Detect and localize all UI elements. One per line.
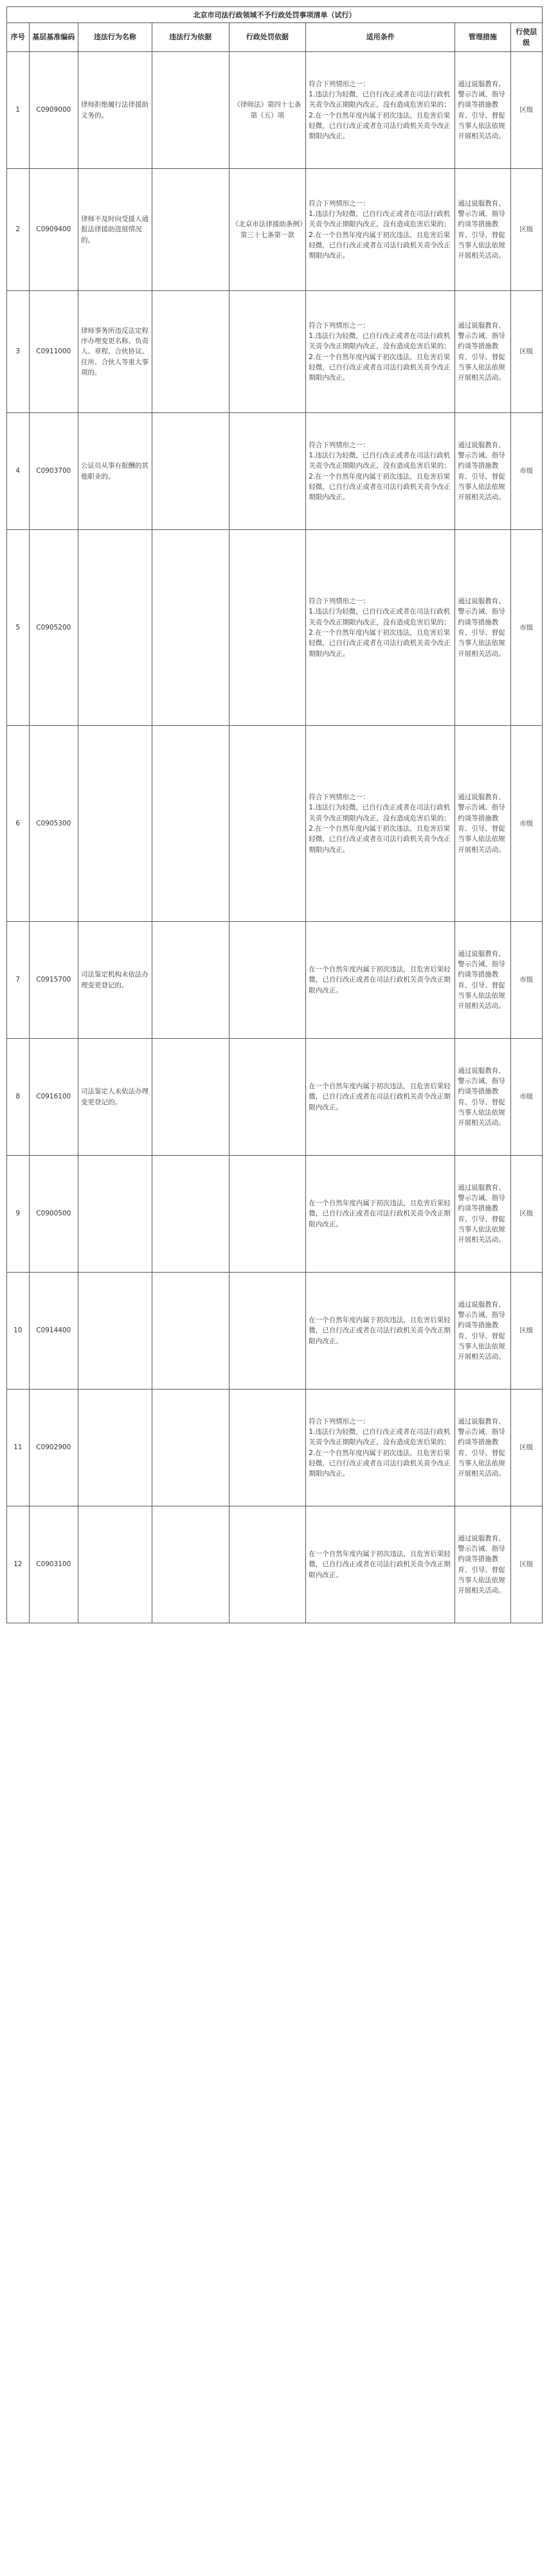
cell-act	[78, 1506, 152, 1623]
cell-act: 公证员从事有报酬的其他职业的。	[78, 413, 152, 530]
cell-basis	[152, 1273, 229, 1389]
cell-cond	[306, 413, 455, 530]
cell-cond	[306, 1039, 455, 1156]
cond-line: 1.违法行为轻微，已自行改正或者在司法行政机关责令改正期限内改正，没有造成危害后果的；	[309, 90, 451, 109]
table-row	[7, 1506, 543, 1623]
cell-no: 2	[7, 169, 30, 291]
cell-code: C0911000	[29, 291, 78, 413]
header-penal: 行政处罚依据	[229, 23, 306, 52]
cond-line: 在一个自然年度内属于初次违法，且危害后果轻微，已自行改正或者在司法行政机关责令改正期限内改正。	[309, 1550, 451, 1579]
cond-line: 2.在一个自然年度内属于初次违法，且危害后果轻微，已自行改正或者在司法行政机关责令改正期限内改正。	[309, 111, 451, 141]
cell-cond	[306, 1273, 455, 1389]
cell-penal	[229, 291, 306, 413]
cell-level: 区级	[510, 1273, 542, 1389]
cell-basis	[152, 1156, 229, 1273]
table-row	[7, 1156, 543, 1273]
header-code: 基层基准编码	[29, 23, 78, 52]
cell-level: 区级	[510, 1506, 542, 1623]
cond-line: 2.在一个自然年度内属于初次违法，且危害后果轻微，已自行改正或者在司法行政机关责令改正期限内改正。	[309, 472, 451, 502]
cond-line: 2.在一个自然年度内属于初次违法，且危害后果轻微，已自行改正或者在司法行政机关责令改正期限内改正。	[309, 353, 451, 382]
cell-level: 市级	[510, 1039, 542, 1156]
cell-penal	[229, 726, 306, 922]
cell-code: C0905300	[29, 726, 78, 922]
header-act: 违法行为名称	[78, 23, 152, 52]
cell-level: 市级	[510, 922, 542, 1039]
table-row	[7, 291, 543, 413]
cell-basis	[152, 726, 229, 922]
cell-cond	[306, 169, 455, 291]
cond-line: 1.违法行为轻微，已自行改正或者在司法行政机关责令改正期限内改正，没有造成危害后果的；	[309, 331, 451, 351]
header-measure: 管理措施	[455, 23, 510, 52]
table-row	[7, 1039, 543, 1156]
cell-level: 区级	[510, 1389, 542, 1506]
cell-act: 律师事务所违反法定程序办理变更名称、负责人、章程、合伙协议、住所、合伙人等重大事项的。	[78, 291, 152, 413]
table-row	[7, 1273, 543, 1389]
document-page	[6, 6, 543, 1623]
table-row	[7, 726, 543, 922]
cond-line: 符合下列情形之一：	[309, 199, 370, 207]
cell-no: 12	[7, 1506, 30, 1623]
cell-code: C0909400	[29, 169, 78, 291]
table-row	[7, 1389, 543, 1506]
cell-act: 律师不及时向受援人通报法律援助进展情况的。	[78, 169, 152, 291]
cell-measure: 通过说服教育、警示告诫、指导约谈等措施教育、引导、督促当事人依法依规开展相关活动。	[455, 52, 510, 169]
cond-line: 1.违法行为轻微，已自行改正或者在司法行政机关责令改正期限内改正，没有造成危害后果的；	[309, 608, 451, 626]
cell-no: 6	[7, 726, 30, 922]
cell-penal	[229, 1273, 306, 1389]
cell-measure: 通过说服教育、警示告诫、指导约谈等措施教育、引导、督促当事人依法依规开展相关活动。	[455, 1273, 510, 1389]
header-no: 序号	[7, 23, 30, 52]
cond-line: 2.在一个自然年度内属于初次违法，且危害后果轻微，已自行改正或者在司法行政机关责令改正期限内改正。	[309, 1449, 451, 1478]
cell-basis	[152, 1389, 229, 1506]
cell-basis	[152, 52, 229, 169]
table-row	[7, 52, 543, 169]
cell-code: C0903100	[29, 1506, 78, 1623]
cond-line: 符合下列情形之一：	[309, 793, 370, 802]
cond-line: 符合下列情形之一：	[309, 1417, 370, 1425]
cond-line: 在一个自然年度内属于初次违法，且危害后果轻微，已自行改正或者在司法行政机关责令改正期限内改正。	[309, 1316, 451, 1345]
cell-cond	[306, 1156, 455, 1273]
cell-cond	[306, 726, 455, 922]
cell-basis	[152, 1039, 229, 1156]
cell-level: 区级	[510, 291, 542, 413]
cell-no: 1	[7, 52, 30, 169]
cell-level: 区级	[510, 169, 542, 291]
cell-cond	[306, 291, 455, 413]
cell-penal	[229, 413, 306, 530]
cell-penal: 《北京市法律援助条例》第三十七条第一款	[229, 169, 306, 291]
table-row	[7, 413, 543, 530]
cell-measure: 通过说服教育、警示告诫、指导约谈等措施教育、引导、督促当事人依法依规开展相关活动。	[455, 726, 510, 922]
cell-level: 区级	[510, 1156, 542, 1273]
cell-act: 律师拒绝履行法律援助义务的。	[78, 52, 152, 169]
cell-measure: 通过说服教育、警示告诫、指导约谈等措施教育、引导、督促当事人依法依规开展相关活动。	[455, 530, 510, 726]
cond-line: 2.在一个自然年度内属于初次违法，且危害后果轻微，已自行改正或者在司法行政机关责令改正期限内改正。	[309, 629, 451, 658]
cell-level: 市级	[510, 413, 542, 530]
cell-act: 司法鉴定机构未依法办理变更登记的。	[78, 922, 152, 1039]
cell-no: 11	[7, 1389, 30, 1506]
header-level: 行使层级	[510, 23, 542, 52]
cell-measure: 通过说服教育、警示告诫、指导约谈等措施教育、引导、督促当事人依法依规开展相关活动。	[455, 922, 510, 1039]
cond-line: 符合下列情形之一：	[309, 80, 370, 88]
cell-basis	[152, 530, 229, 726]
cell-measure: 通过说服教育、警示告诫、指导约谈等措施教育、引导、督促当事人依法依规开展相关活动。	[455, 413, 510, 530]
cell-measure: 通过说服教育、警示告诫、指导约谈等措施教育、引导、督促当事人依法依规开展相关活动。	[455, 291, 510, 413]
cell-level: 市级	[510, 530, 542, 726]
cond-line: 在一个自然年度内属于初次违法，且危害后果轻微，已自行改正或者在司法行政机关责令改正期限内改正。	[309, 1199, 451, 1228]
table-row	[7, 530, 543, 726]
cell-penal	[229, 530, 306, 726]
cell-cond	[306, 922, 455, 1039]
cond-line: 1.违法行为轻微，已自行改正或者在司法行政机关责令改正期限内改正，没有造成危害后果的；	[309, 804, 451, 822]
table-row	[7, 922, 543, 1039]
cell-code: C0914400	[29, 1273, 78, 1389]
cell-basis	[152, 922, 229, 1039]
cell-measure: 通过说服教育、警示告诫、指导约谈等措施教育、引导、督促当事人依法依规开展相关活动。	[455, 1039, 510, 1156]
cell-code: C0909000	[29, 52, 78, 169]
cond-line: 1.违法行为轻微，已自行改正或者在司法行政机关责令改正期限内改正，没有造成危害后果的；	[309, 451, 451, 470]
cell-act	[78, 530, 152, 726]
cond-line: 1.违法行为轻微，已自行改正或者在司法行政机关责令改正期限内改正，没有造成危害后果的；	[309, 1427, 451, 1447]
cell-no: 3	[7, 291, 30, 413]
cell-code: C0915700	[29, 922, 78, 1039]
cond-line: 在一个自然年度内属于初次违法，且危害后果轻微，已自行改正或者在司法行政机关责令改正期限内改正。	[309, 1082, 451, 1111]
cell-basis	[152, 291, 229, 413]
cell-act	[78, 726, 152, 922]
cell-no: 8	[7, 1039, 30, 1156]
cell-cond	[306, 1389, 455, 1506]
cell-measure: 通过说服教育、警示告诫、指导约谈等措施教育、引导、督促当事人依法依规开展相关活动。	[455, 169, 510, 291]
cond-line: 符合下列情形之一：	[309, 597, 370, 606]
cond-line: 在一个自然年度内属于初次违法，且危害后果轻微，已自行改正或者在司法行政机关责令改正期限内改正。	[309, 966, 451, 994]
cell-measure: 通过说服教育、警示告诫、指导约谈等措施教育、引导、督促当事人依法依规开展相关活动。	[455, 1156, 510, 1273]
header-basis: 违法行为依据	[152, 23, 229, 52]
cond-line: 符合下列情形之一：	[309, 441, 370, 449]
cell-measure: 通过说服教育、警示告诫、指导约谈等措施教育、引导、督促当事人依法依规开展相关活动。	[455, 1506, 510, 1623]
cell-penal	[229, 922, 306, 1039]
cell-measure: 通过说服教育、警示告诫、指导约谈等措施教育、引导、督促当事人依法依规开展相关活动。	[455, 1389, 510, 1506]
cond-line: 2.在一个自然年度内属于初次违法，且危害后果轻微，已自行改正或者在司法行政机关责令改正期限内改正。	[309, 825, 451, 854]
cell-no: 5	[7, 530, 30, 726]
cell-penal: 《律师法》第四十七条第（五）项	[229, 52, 306, 169]
cell-level: 市级	[510, 726, 542, 922]
cell-code: C0916100	[29, 1039, 78, 1156]
cell-act	[78, 1273, 152, 1389]
cell-cond	[306, 1506, 455, 1623]
violation-table	[6, 22, 543, 1623]
header-cond: 适用条件	[306, 23, 455, 52]
cell-code: C0902900	[29, 1389, 78, 1506]
cell-no: 7	[7, 922, 30, 1039]
cell-act	[78, 1389, 152, 1506]
table-title: 北京市司法行政领域不予行政处罚事项清单（试行）	[6, 6, 543, 22]
cell-basis	[152, 1506, 229, 1623]
cond-line: 2.在一个自然年度内属于初次违法，且危害后果轻微，已自行改正或者在司法行政机关责令改正期限内改正。	[309, 231, 451, 260]
cell-penal	[229, 1389, 306, 1506]
cell-code: C0905200	[29, 530, 78, 726]
cell-cond	[306, 52, 455, 169]
cell-level: 区级	[510, 52, 542, 169]
table-row	[7, 169, 543, 291]
cell-no: 10	[7, 1273, 30, 1389]
cond-line: 符合下列情形之一：	[309, 321, 370, 330]
cond-line: 1.违法行为轻微，已自行改正或者在司法行政机关责令改正期限内改正，没有造成危害后果的；	[309, 209, 451, 229]
cell-penal	[229, 1506, 306, 1623]
table-body	[7, 52, 543, 1623]
cell-basis	[152, 169, 229, 291]
cell-no: 4	[7, 413, 30, 530]
cell-penal	[229, 1156, 306, 1273]
cell-no: 9	[7, 1156, 30, 1273]
cell-basis	[152, 413, 229, 530]
table-header-row	[7, 23, 543, 52]
cell-code: C0900500	[29, 1156, 78, 1273]
cell-penal	[229, 1039, 306, 1156]
cell-code: C0903700	[29, 413, 78, 530]
cell-act	[78, 1156, 152, 1273]
cell-act: 司法鉴定人未依法办理变更登记的。	[78, 1039, 152, 1156]
cell-cond	[306, 530, 455, 726]
